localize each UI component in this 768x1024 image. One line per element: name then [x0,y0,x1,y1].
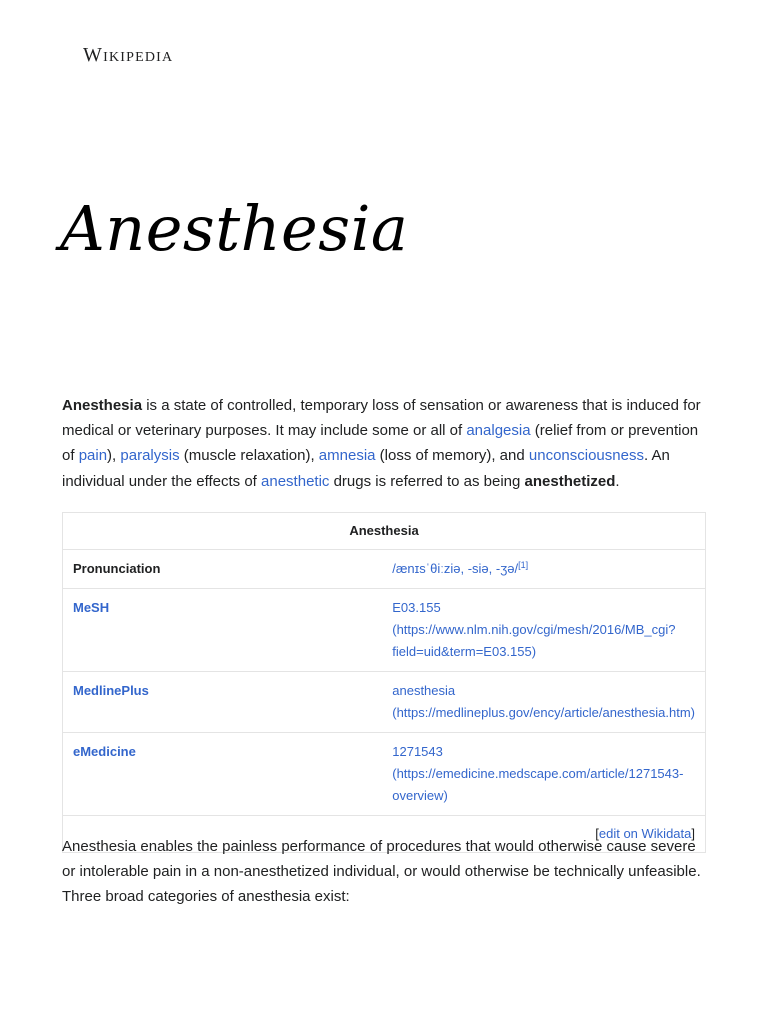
infobox-label-emedicine[interactable] [63,733,383,816]
ipa-slash: / [392,561,396,576]
link-paralysis[interactable]: paralysis [120,447,180,465]
intro-text: is a state of controlled, temporary loss of sensation or awareness that is induced for medical or veterinary purposes. It may include some or all of [62,397,701,440]
ipa-slash: / [514,561,519,576]
medlineplus-external-link[interactable]: anesthesia (https://medlineplus.gov/ency/article/anesthesia.htm) [392,683,696,720]
edit-bracket-open: [ [595,826,599,841]
infobox-value-emedicine[interactable] [382,733,705,816]
emedicine-external-link[interactable]: 1271543 (https://emedicine.medscape.com/article/1271543-overview) [392,744,684,803]
infobox-value-mesh[interactable] [382,589,705,672]
intro-text: (muscle relaxation), [179,447,319,465]
ipa-separator: , - [488,561,501,576]
wikipedia-logo[interactable]: Wikipedia [83,44,174,66]
ipa-link[interactable]: siə [472,561,489,576]
intro-text: . An individual under the effects of [62,447,670,490]
link-analgesia[interactable]: analgesia [466,422,531,440]
infobox-label-pronunciation: Pronunciation [63,550,383,589]
link-pain[interactable]: pain [78,447,108,465]
intro-text: ), [107,447,121,465]
link-amnesia[interactable]: amnesia [318,447,376,465]
link-unconsciousness[interactable]: unconsciousness [528,447,644,465]
mesh-label-link[interactable]: MeSH [73,600,110,615]
medlineplus-label-link[interactable]: MedlinePlus [73,683,149,698]
ipa-link[interactable]: ænɪsˈθiːziə [395,561,461,576]
infobox-label-mesh[interactable] [63,589,383,672]
intro-term: Anesthesia [62,397,143,414]
mesh-external-link[interactable]: E03.155 (https://www.nlm.nih.gov/cgi/mesh/2016/MB_cgi?field=uid&term=E03.155) [392,600,676,659]
infobox [62,512,706,853]
infobox-value-pronunciation [382,550,705,589]
infobox-value-medlineplus[interactable] [382,672,705,733]
edit-on-wikidata-link[interactable]: edit on Wikidata [598,826,692,841]
body-paragraph: Anesthesia enables the painless performance of procedures that would otherwise cause severe or intolerable pain in a non-anesthetized individual, or would otherwise be technically unfeasible. Three broad categories of anesthesia exist: [62,838,701,906]
link-anesthetic[interactable]: anesthetic [261,472,330,490]
reference-link[interactable]: [1] [518,560,529,570]
page-title: Anesthesia [60,192,409,265]
intro-paragraph [62,393,708,494]
infobox-caption: Anesthesia [349,523,419,538]
edit-bracket-close: ] [691,826,695,841]
intro-text: drugs is referred to as being [329,472,525,490]
intro-text: (loss of memory), and [375,447,529,465]
emedicine-label-link[interactable]: eMedicine [73,744,136,759]
infobox-label-medlineplus[interactable] [63,672,383,733]
intro-text: (relief from or prevention of [62,422,699,465]
ipa-link[interactable]: ʒə [500,561,515,576]
intro-bold-anesthetized: anesthetized [524,472,616,490]
ipa-separator: , - [460,561,473,576]
intro-text: . [615,472,620,490]
